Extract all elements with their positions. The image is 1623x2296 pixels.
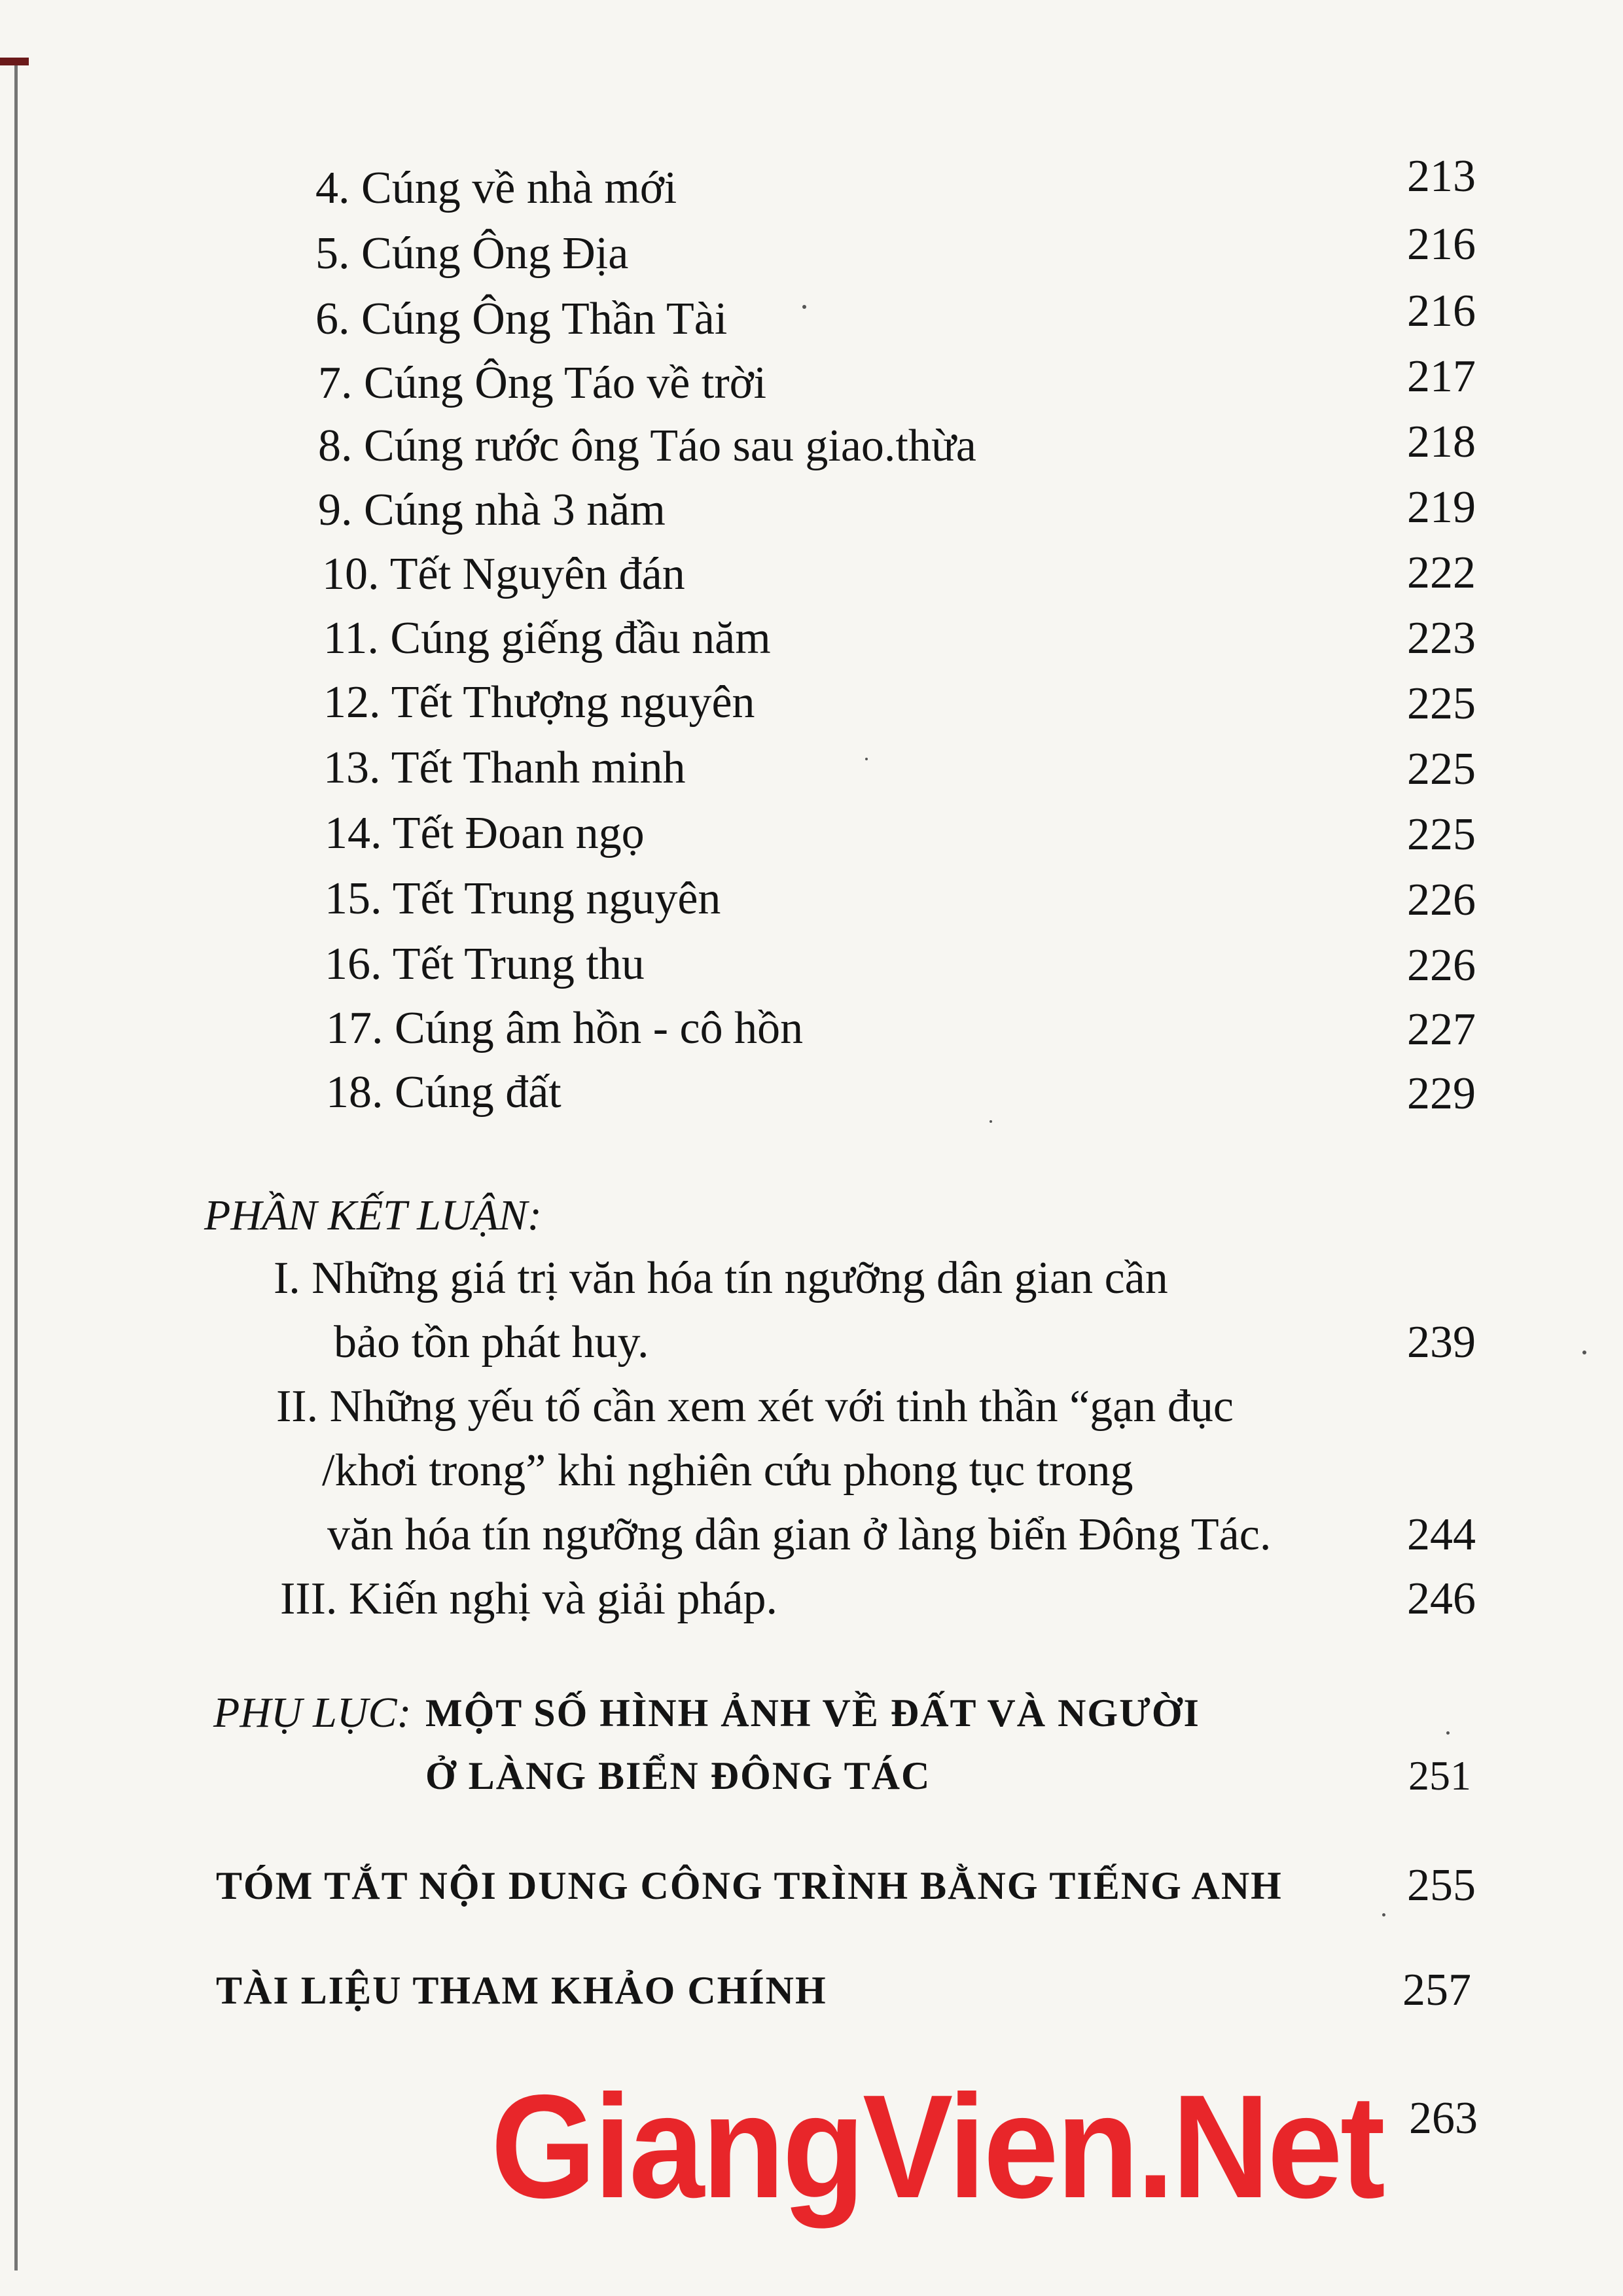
last-page-entry <box>0 2086 1623 2151</box>
conclusion-item-continued[interactable] <box>0 1502 1623 1568</box>
conclusion-heading: PHẦN KẾT LUẬN: <box>204 1192 542 1239</box>
toc-entry-page: 223 <box>1407 613 1476 663</box>
conclusion-item[interactable] <box>0 1566 1623 1632</box>
appendix-prefix: PHỤ LỤC: <box>213 1689 412 1737</box>
toc-entry[interactable] <box>0 606 1623 671</box>
toc-entry-label: 6. Cúng Ông Thần Tài <box>315 294 728 344</box>
conclusion-item-page: 246 <box>1407 1574 1476 1624</box>
toc-entry-page: 225 <box>1407 809 1476 860</box>
corner-mark <box>0 58 29 65</box>
references-entry[interactable] <box>0 1958 1623 2023</box>
speck <box>802 305 806 309</box>
toc-entry-page: 225 <box>1407 744 1476 794</box>
toc-entry[interactable] <box>0 932 1623 997</box>
toc-entry-label: 15. Tết Trung nguyên <box>325 874 721 924</box>
toc-entry[interactable] <box>0 735 1623 801</box>
speck <box>990 1120 992 1123</box>
appendix-page: 251 <box>1408 1752 1471 1799</box>
toc-entry-page: 222 <box>1407 548 1476 598</box>
summary-entry[interactable] <box>0 1853 1623 1918</box>
toc-entry[interactable] <box>0 287 1623 352</box>
conclusion-item-line: III. Kiến nghị và giải pháp. <box>280 1574 778 1624</box>
toc-entry-label: 9. Cúng nhà 3 năm <box>318 485 666 535</box>
toc-entry-label: 8. Cúng rước ông Táo sau giao.thừa <box>318 421 976 471</box>
speck <box>1446 1731 1450 1735</box>
appendix-line <box>0 1680 1623 1746</box>
toc-entry-page: 217 <box>1407 351 1476 402</box>
toc-entry-label: 4. Cúng về nhà mới <box>315 163 677 213</box>
watermark-logo: GiangVien.Net <box>491 2064 1383 2229</box>
conclusion-item[interactable] <box>0 1246 1623 1311</box>
toc-entry[interactable] <box>0 151 1623 221</box>
conclusion-item-line: bảo tồn phát huy. <box>334 1317 649 1368</box>
toc-entry[interactable] <box>0 670 1623 735</box>
toc-entry-label: 16. Tết Trung thu <box>325 939 645 989</box>
toc-entry[interactable] <box>0 414 1623 479</box>
toc-entry-label: 18. Cúng đất <box>326 1067 562 1118</box>
toc-entry-label: 10. Tết Nguyên đán <box>322 549 685 599</box>
conclusion-item-line: I. Những giá trị văn hóa tín ngưỡng dân gian cần <box>274 1253 1168 1303</box>
toc-entry-label: 17. Cúng âm hồn - cô hồn <box>326 1003 804 1053</box>
appendix-line <box>0 1743 1623 1809</box>
toc-entry-page: 229 <box>1407 1069 1476 1119</box>
toc-entry-page: 225 <box>1407 679 1476 729</box>
toc-entry[interactable] <box>0 996 1623 1061</box>
summary-label: TÓM TẮT NỘI DUNG CÔNG TRÌNH BẰNG TIẾNG ANH <box>216 1864 1283 1907</box>
toc-entry-page: 219 <box>1407 482 1476 533</box>
toc-entry-page: 216 <box>1407 286 1476 336</box>
toc-entry-page: 213 <box>1407 151 1476 202</box>
toc-entry-label: 12. Tết Thượng nguyên <box>323 677 755 728</box>
toc-entry-page: 226 <box>1407 940 1476 991</box>
conclusion-item-line: /khơi trong” khi nghiên cứu phong tục trong <box>322 1445 1133 1496</box>
toc-entry-label: 5. Cúng Ông Địa <box>315 228 629 279</box>
toc-entry[interactable] <box>0 542 1623 607</box>
toc-entry[interactable] <box>0 866 1623 932</box>
toc-entry[interactable] <box>0 221 1623 287</box>
conclusion-item[interactable] <box>0 1374 1623 1439</box>
toc-entry-label: 7. Cúng Ông Táo về trời <box>318 358 767 408</box>
toc-entry[interactable] <box>0 351 1623 416</box>
appendix-title-line: Ở LÀNG BIỂN ĐÔNG TÁC <box>425 1754 931 1797</box>
conclusion-item-continued[interactable] <box>0 1310 1623 1375</box>
speck <box>865 758 868 760</box>
toc-entry-label: 14. Tết Đoan ngọ <box>325 808 645 858</box>
toc-entry-label: 11. Cúng giếng đầu năm <box>323 613 771 663</box>
toc-entry-page: 227 <box>1407 1004 1476 1055</box>
conclusion-item-page: 244 <box>1407 1510 1476 1560</box>
toc-entry[interactable] <box>0 1060 1623 1125</box>
toc-entry[interactable] <box>0 478 1623 543</box>
toc-entry-page: 226 <box>1407 875 1476 925</box>
references-page: 257 <box>1402 1965 1471 2015</box>
speck <box>1582 1351 1586 1354</box>
last-page-number: 263 <box>1409 2093 1478 2144</box>
appendix-title-line: MỘT SỐ HÌNH ẢNH VỀ ĐẤT VÀ NGƯỜI <box>425 1691 1200 1735</box>
toc-entry[interactable] <box>0 801 1623 866</box>
conclusion-item-continued[interactable] <box>0 1438 1623 1504</box>
toc-entry-label: 13. Tết Thanh minh <box>323 743 686 793</box>
references-label: TÀI LIỆU THAM KHẢO CHÍNH <box>216 1969 827 2012</box>
conclusion-item-line: văn hóa tín ngưỡng dân gian ở làng biển Đông Tác. <box>327 1510 1272 1560</box>
speck <box>1382 1913 1385 1916</box>
toc-entry-page: 218 <box>1407 417 1476 467</box>
toc-entry-page: 216 <box>1407 219 1476 270</box>
conclusion-item-page: 239 <box>1407 1317 1476 1368</box>
summary-page: 255 <box>1407 1860 1476 1911</box>
conclusion-item-line: II. Những yếu tố cần xem xét với tinh thần “gạn đục <box>276 1381 1234 1432</box>
